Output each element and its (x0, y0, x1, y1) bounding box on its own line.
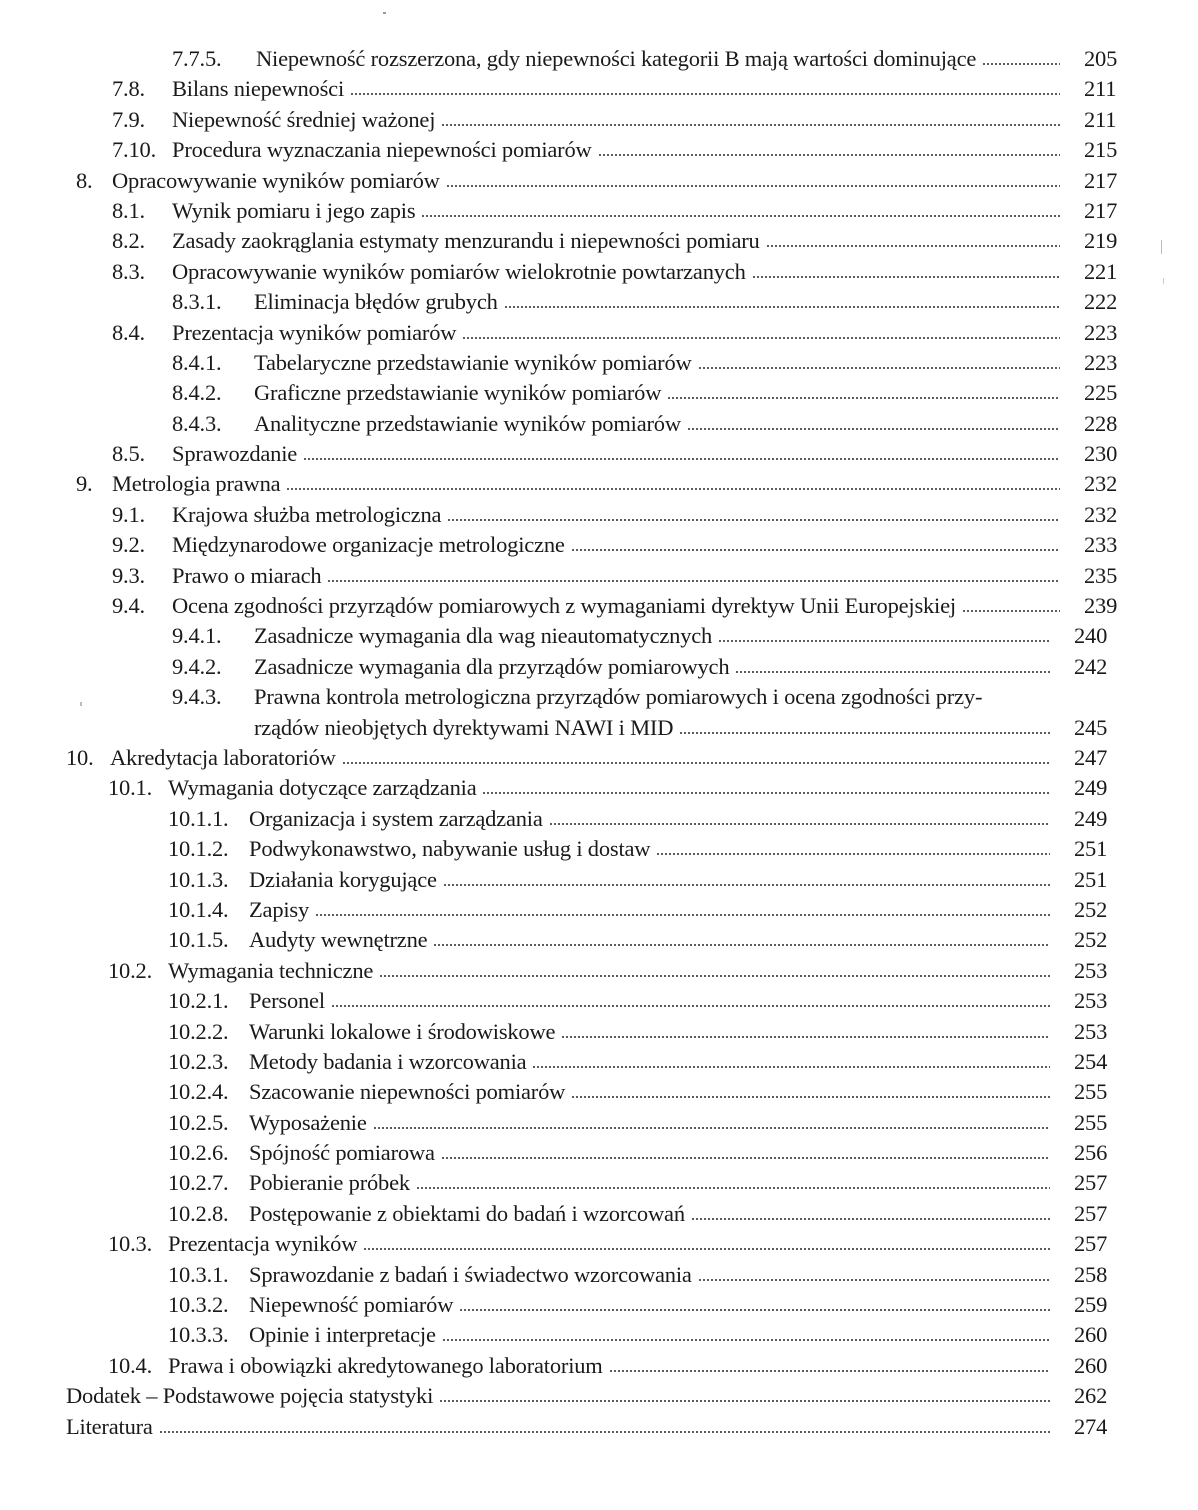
toc-entry[interactable] (0, 135, 1198, 165)
toc-entry[interactable] (0, 257, 1198, 287)
toc-entry-number: 7.8. (112, 76, 145, 102)
toc-entry-page-number: 260 (1074, 1322, 1108, 1348)
toc-entry-page-number: 258 (1074, 1261, 1108, 1287)
toc-entry[interactable] (0, 1138, 1198, 1168)
toc-entry[interactable] (0, 773, 1198, 803)
toc-entry-title: Podwykonawstwo, nabywanie usług i dostaw (249, 836, 651, 862)
toc-entry-page-number: 251 (1074, 866, 1108, 892)
toc-entry[interactable] (0, 925, 1198, 955)
toc-entry-number: 9. (76, 471, 93, 497)
toc-entry-title: Międzynarodowe organizacje metrologiczne (172, 532, 565, 558)
toc-entry-page-number: 253 (1074, 957, 1108, 983)
dot-leader (982, 63, 1060, 65)
dot-leader (342, 762, 1050, 764)
toc-entry-number: 8.2. (112, 228, 145, 254)
toc-entry-title: Wynik pomiaru i jego zapis (172, 197, 416, 223)
toc-entry-title: Sprawozdanie (172, 441, 298, 467)
toc-entry[interactable] (0, 743, 1198, 773)
dot-leader (598, 154, 1060, 156)
dot-leader (698, 1279, 1050, 1281)
toc-entry-page-number: 239 (1084, 593, 1118, 619)
toc-entry[interactable] (0, 1290, 1198, 1320)
toc-entry-page-number: 233 (1084, 532, 1118, 558)
dot-leader (379, 975, 1050, 977)
toc-entry-number: 10.1.4. (168, 896, 229, 922)
toc-entry[interactable] (0, 500, 1198, 530)
toc-entry-page-number: 274 (1074, 1413, 1108, 1439)
toc-entry-number: 10.1.2. (168, 836, 229, 862)
toc-entry-number: 10.3.1. (168, 1261, 229, 1287)
toc-entry-page-number: 257 (1074, 1170, 1108, 1196)
dot-leader (679, 732, 1050, 734)
toc-entry[interactable] (0, 44, 1198, 74)
toc-entry[interactable] (0, 409, 1198, 439)
toc-entry-number: 8.4.2. (172, 380, 222, 406)
toc-entry-title: Wymagania dotyczące zarządzania (168, 775, 477, 801)
toc-entry-page-number: 232 (1084, 471, 1118, 497)
toc-entry-title: Wymagania techniczne (168, 957, 374, 983)
dot-leader (609, 1370, 1050, 1372)
toc-entry-title: Procedura wyznaczania niepewności pomiarów (172, 137, 592, 163)
dot-leader (687, 428, 1060, 430)
toc-entry-title: Prezentacja wyników (168, 1231, 358, 1257)
toc-entry[interactable] (0, 1320, 1198, 1350)
toc-entry[interactable] (0, 318, 1198, 348)
toc-entry-page-number: 256 (1074, 1140, 1108, 1166)
toc-entry-page-number: 247 (1074, 744, 1108, 770)
toc-entry[interactable] (0, 1077, 1198, 1107)
scan-mark (383, 12, 386, 14)
toc-entry-number: 9.2. (112, 532, 145, 558)
dot-leader (571, 549, 1060, 551)
toc-entry-number: 9.3. (112, 562, 145, 588)
toc-entry[interactable] (0, 865, 1198, 895)
toc-entry-page-number: 217 (1084, 197, 1118, 223)
toc-entry[interactable] (0, 986, 1198, 1016)
dot-leader (315, 914, 1050, 916)
toc-entry-number: 8.1. (112, 197, 145, 223)
toc-entry[interactable] (0, 682, 1198, 712)
dot-leader (373, 1127, 1050, 1129)
toc-entry-number: 10.4. (108, 1352, 153, 1378)
toc-entry-title: Graficzne przedstawianie wyników pomiarów (254, 380, 662, 406)
dot-leader (667, 397, 1060, 399)
toc-entry-number: 10.1.1. (168, 805, 229, 831)
toc-entry-title: rządów nieobjętych dyrektywami NAWI i MID (254, 714, 674, 740)
toc-entry-title: Niepewność średniej ważonej (172, 106, 436, 132)
dot-leader (459, 1309, 1050, 1311)
toc-entry-number: 10.2.4. (168, 1079, 229, 1105)
toc-entry-number: 8.4.3. (172, 410, 222, 436)
toc-entry-number: 9.4.1. (172, 623, 222, 649)
toc-entry[interactable] (0, 439, 1198, 469)
dot-leader (421, 215, 1060, 217)
toc-entry-number: 10.2.7. (168, 1170, 229, 1196)
toc-entry-number: 10.2. (108, 957, 153, 983)
toc-entry-page-number: 235 (1084, 562, 1118, 588)
dot-leader (504, 306, 1060, 308)
dot-leader (441, 124, 1060, 126)
toc-entry[interactable] (0, 804, 1198, 834)
dot-leader (766, 245, 1060, 247)
toc-entry[interactable] (0, 469, 1198, 499)
toc-entry-title: Akredytacja laboratoriów (110, 744, 336, 770)
toc-entry-title: Postępowanie z obiektami do badań i wzorcowań (249, 1200, 685, 1226)
toc-entry-page-number: 253 (1074, 1018, 1108, 1044)
dot-leader (962, 610, 1060, 612)
dot-leader (303, 458, 1060, 460)
toc-entry[interactable] (0, 196, 1198, 226)
dot-leader (446, 185, 1060, 187)
toc-entry-number: 10.2.1. (168, 988, 229, 1014)
toc-entry-page-number: 232 (1084, 501, 1118, 527)
toc-entry-title: Eliminacja błędów grubych (254, 289, 498, 315)
dot-leader (286, 488, 1060, 490)
toc-entry[interactable] (0, 1351, 1198, 1381)
toc-entry-page-number: 257 (1074, 1231, 1108, 1257)
toc-entry-number: 10.2.8. (168, 1200, 229, 1226)
toc-entry-page-number: 217 (1084, 167, 1118, 193)
toc-entry[interactable] (0, 74, 1198, 104)
dot-leader (571, 1096, 1050, 1098)
toc-entry-number: 8.3.1. (172, 289, 222, 315)
scan-mark (1163, 278, 1164, 284)
toc-entry-title: Sprawozdanie z badań i świadectwo wzorcowania (249, 1261, 692, 1287)
toc-entry-title: Organizacja i system zarządzania (249, 805, 543, 831)
toc-entry-number: 9.4. (112, 593, 145, 619)
toc-entry-number: 10.1.3. (168, 866, 229, 892)
dot-leader (331, 1005, 1050, 1007)
toc-entry-title: Literatura (66, 1413, 153, 1439)
toc-entry-title: Audyty wewnętrzne (249, 927, 428, 953)
toc-entry-title: Zapisy (249, 896, 310, 922)
table-of-contents (0, 44, 1198, 1442)
toc-entry-title: Prawo o miarach (172, 562, 322, 588)
toc-entry-page-number: 252 (1074, 927, 1108, 953)
dot-leader (439, 1400, 1050, 1402)
toc-entry-page-number: 240 (1074, 623, 1108, 649)
dot-leader (447, 519, 1060, 521)
toc-entry-number: 7.7.5. (172, 46, 222, 71)
toc-entry[interactable] (0, 287, 1198, 317)
toc-entry-number: 8. (76, 167, 93, 193)
toc-entry-page-number: 230 (1084, 441, 1118, 467)
scan-mark (80, 702, 82, 706)
toc-entry-page-number: 223 (1084, 349, 1118, 375)
dot-leader (532, 1066, 1050, 1068)
toc-entry-number: 9.4.3. (172, 684, 222, 710)
toc-entry-number: 7.10. (112, 137, 157, 163)
toc-entry-title: Bilans niepewności (172, 76, 344, 102)
dot-leader (718, 640, 1050, 642)
toc-entry-page-number: 245 (1074, 714, 1108, 740)
toc-entry-page-number: 251 (1074, 836, 1108, 862)
toc-entry-page-number: 262 (1074, 1383, 1108, 1409)
toc-entry-title: Zasady zaokrąglania estymaty menzurandu i niepewności pomiaru (172, 228, 760, 254)
toc-entry-title: Prawna kontrola metrologiczna przyrządów pomiarowych i ocena zgodności przy- (254, 684, 983, 710)
toc-entry-title: Niepewność pomiarów (249, 1292, 454, 1318)
toc-entry-number: 10.2.2. (168, 1018, 229, 1044)
toc-entry[interactable] (0, 652, 1198, 682)
toc-entry-page-number: 225 (1084, 380, 1118, 406)
toc-entry[interactable] (0, 1412, 1198, 1442)
toc-entry-title: Dodatek – Podstawowe pojęcia statystyki (66, 1383, 434, 1409)
toc-entry[interactable] (0, 1108, 1198, 1138)
toc-entry-title: Analityczne przedstawianie wyników pomiarów (254, 410, 681, 436)
toc-entry[interactable] (0, 166, 1198, 196)
toc-entry[interactable] (0, 378, 1198, 408)
toc-entry-title: Krajowa służba metrologiczna (172, 501, 442, 527)
toc-entry-page-number: 252 (1074, 896, 1108, 922)
toc-entry-title: Metrologia prawna (112, 471, 281, 497)
toc-entry-number: 8.4.1. (172, 349, 222, 375)
toc-entry-title: Niepewność rozszerzona, gdy niepewności kategorii B mają wartości dominujące (256, 46, 977, 71)
toc-entry-title: Spójność pomiarowa (249, 1140, 435, 1166)
dot-leader (433, 944, 1050, 946)
dot-leader (549, 823, 1050, 825)
toc-entry[interactable] (0, 591, 1198, 621)
dot-leader (416, 1187, 1050, 1189)
dot-leader (752, 276, 1060, 278)
toc-entry-page-number: 219 (1084, 228, 1118, 254)
toc-entry[interactable] (0, 1229, 1198, 1259)
toc-entry[interactable] (0, 226, 1198, 256)
toc-entry-title: Opracowywanie wyników pomiarów wielokrotnie powtarzanych (172, 258, 746, 284)
toc-entry-page-number: 215 (1084, 137, 1118, 163)
toc-entry-page-number: 249 (1074, 775, 1108, 801)
toc-entry-page-number: 221 (1084, 258, 1118, 284)
toc-entry[interactable] (0, 834, 1198, 864)
dot-leader (482, 792, 1050, 794)
toc-entry[interactable] (0, 561, 1198, 591)
toc-entry-number: 8.5. (112, 441, 145, 467)
dot-leader (443, 884, 1050, 886)
toc-entry[interactable] (0, 956, 1198, 986)
toc-entry[interactable] (0, 1168, 1198, 1198)
toc-entry[interactable] (0, 1381, 1198, 1411)
toc-entry[interactable] (0, 1199, 1198, 1229)
toc-entry-page-number: 211 (1084, 106, 1117, 132)
toc-entry-number: 9.4.2. (172, 653, 222, 679)
toc-entry-number: 10.1. (108, 775, 153, 801)
dot-leader (350, 93, 1060, 95)
dot-leader (327, 580, 1060, 582)
toc-entry[interactable] (0, 530, 1198, 560)
toc-entry-number: 10.2.6. (168, 1140, 229, 1166)
dot-leader (698, 367, 1060, 369)
toc-entry-number: 10.2.5. (168, 1109, 229, 1135)
dot-leader (561, 1036, 1050, 1038)
toc-entry-title: Zasadnicze wymagania dla przyrządów pomiarowych (254, 653, 730, 679)
toc-entry-page-number: 211 (1084, 76, 1117, 102)
toc-entry[interactable] (0, 621, 1198, 651)
toc-entry[interactable] (0, 1260, 1198, 1290)
toc-entry-title: Metody badania i wzorcowania (249, 1048, 527, 1074)
toc-entry-number: 7.9. (112, 106, 145, 132)
dot-leader (691, 1218, 1050, 1220)
toc-entry-page-number: 255 (1074, 1109, 1108, 1135)
toc-entry-title: Personel (249, 988, 325, 1014)
toc-entry-title: Ocena zgodności przyrządów pomiarowych z wymaganiami dyrektyw Unii Europejskiej (172, 593, 956, 619)
toc-entry[interactable] (0, 1017, 1198, 1047)
toc-entry-page-number: 253 (1074, 988, 1108, 1014)
dot-leader (462, 337, 1060, 339)
dot-leader (442, 1339, 1050, 1341)
scan-mark (1161, 240, 1162, 254)
toc-entry-number: 8.4. (112, 319, 145, 345)
toc-entry-title: Warunki lokalowe i środowiskowe (249, 1018, 556, 1044)
toc-entry-title: Zasadnicze wymagania dla wag nieautomatycznych (254, 623, 713, 649)
toc-entry-page-number: 228 (1084, 410, 1118, 436)
toc-entry-number: 10.3.3. (168, 1322, 229, 1348)
dot-leader (441, 1157, 1050, 1159)
toc-entry-number: 10.1.5. (168, 927, 229, 953)
toc-entry-page-number: 260 (1074, 1352, 1108, 1378)
toc-entry-number: 10.3. (108, 1231, 153, 1257)
toc-entry-title: Prawa i obowiązki akredytowanego laboratorium (168, 1352, 603, 1378)
toc-entry-page-number: 257 (1074, 1200, 1108, 1226)
toc-entry-title: Opinie i interpretacje (249, 1322, 436, 1348)
toc-entry-number: 10. (66, 744, 94, 770)
toc-entry-title: Szacowanie niepewności pomiarów (249, 1079, 566, 1105)
toc-entry-title: Działania korygujące (249, 866, 437, 892)
toc-entry-page-number: 222 (1084, 289, 1118, 315)
toc-entry-page-number: 242 (1074, 653, 1108, 679)
toc-entry-number: 9.1. (112, 501, 145, 527)
dot-leader (363, 1248, 1050, 1250)
toc-entry[interactable] (0, 1047, 1198, 1077)
toc-entry-page-number: 205 (1084, 46, 1118, 71)
dot-leader (735, 671, 1050, 673)
toc-entry-page-number: 249 (1074, 805, 1108, 831)
dot-leader (159, 1431, 1050, 1433)
toc-entry-title: Wyposażenie (249, 1109, 367, 1135)
toc-entry-number: 8.3. (112, 258, 145, 284)
toc-entry-title: Prezentacja wyników pomiarów (172, 319, 457, 345)
toc-entry[interactable] (0, 348, 1198, 378)
toc-entry-title: Opracowywanie wyników pomiarów (112, 167, 440, 193)
toc-entry-page-number: 223 (1084, 319, 1118, 345)
toc-entry[interactable] (0, 105, 1198, 135)
toc-entry-page-number: 255 (1074, 1079, 1108, 1105)
toc-entry-number: 10.3.2. (168, 1292, 229, 1318)
toc-entry-title: Tabelaryczne przedstawianie wyników pomiarów (254, 349, 692, 375)
toc-entry-title: Pobieranie próbek (249, 1170, 410, 1196)
toc-entry-page-number: 259 (1074, 1292, 1108, 1318)
toc-entry[interactable] (0, 713, 1198, 743)
toc-entry-number: 10.2.3. (168, 1048, 229, 1074)
toc-entry-page-number: 254 (1074, 1048, 1108, 1074)
toc-entry[interactable] (0, 895, 1198, 925)
dot-leader (656, 853, 1050, 855)
